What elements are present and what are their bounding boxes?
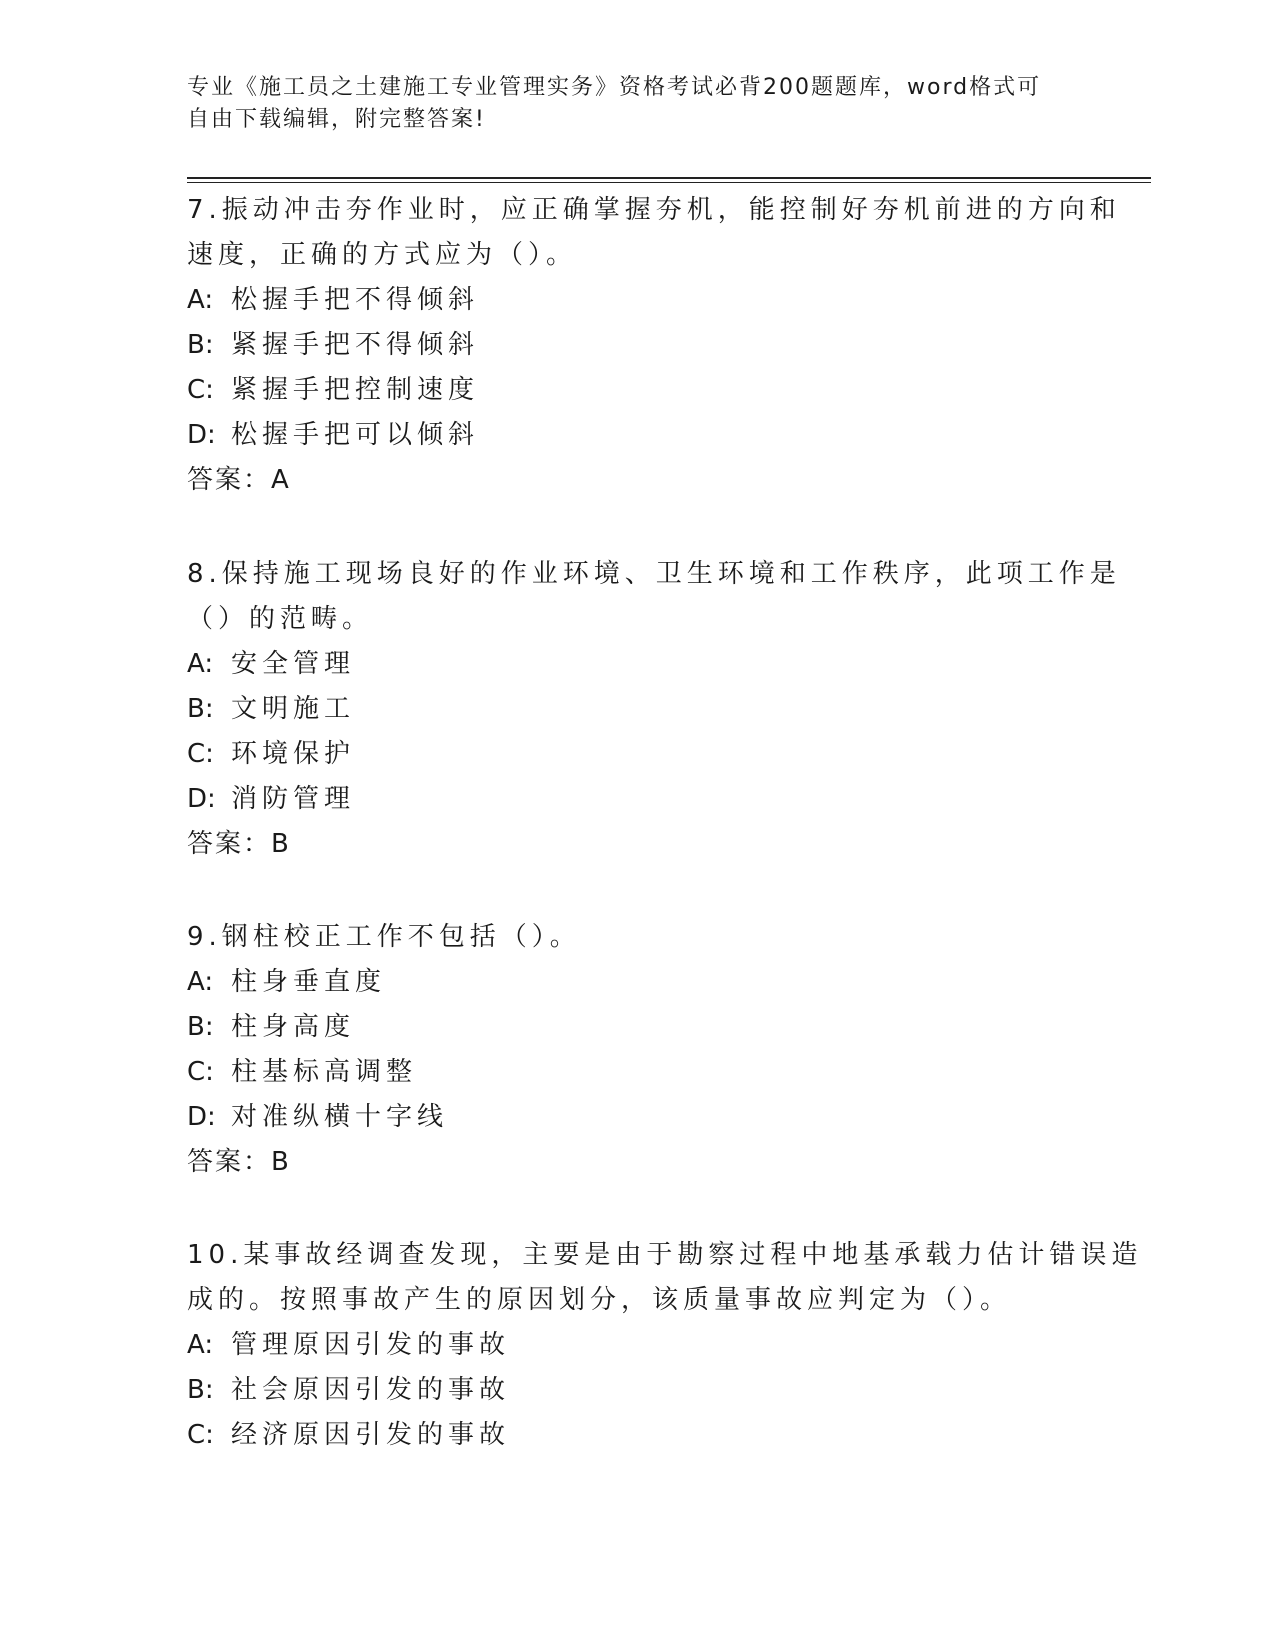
- option-b: [187, 323, 1087, 368]
- option-text: 柱身高度: [231, 1012, 356, 1042]
- option-key: C:: [187, 1420, 214, 1450]
- option-key: D:: [187, 784, 216, 814]
- option-c: [187, 368, 1087, 413]
- option-key: B:: [187, 1375, 214, 1405]
- option-b: [187, 1368, 1087, 1413]
- stem-line: 7.振动冲击夯作业时，应正确掌握夯机，能控制好夯机前进的方向和: [187, 195, 1121, 225]
- option-text: 安全管理: [231, 649, 356, 679]
- option-c: [187, 1050, 1087, 1095]
- option-key: C:: [187, 1057, 214, 1087]
- option-text: 柱身垂直度: [231, 967, 387, 997]
- option-b: [187, 687, 1087, 732]
- option-text: 环境保护: [231, 739, 356, 769]
- option-text: 社会原因引发的事故: [231, 1375, 511, 1405]
- option-text: 对准纵横十字线: [231, 1102, 449, 1132]
- question-stem: [187, 552, 1121, 642]
- option-text: 紧握手把控制速度: [231, 375, 480, 405]
- option-d: [187, 1095, 1087, 1140]
- option-text: 松握手把可以倾斜: [231, 420, 480, 450]
- option-key: C:: [187, 375, 214, 405]
- option-key: A:: [187, 1330, 214, 1360]
- option-d: [187, 777, 1087, 822]
- stem-line: 9.钢柱校正工作不包括（）。: [187, 922, 581, 952]
- stem-line: 成的。按照事故产生的原因划分，该质量事故应判定为（）。: [187, 1285, 1012, 1315]
- option-text: 松握手把不得倾斜: [231, 285, 480, 315]
- header-divider-thick: [187, 177, 1151, 179]
- option-text: 管理原因引发的事故: [231, 1330, 511, 1360]
- option-a: [187, 278, 1087, 323]
- option-b: [187, 1005, 1087, 1050]
- question-stem: [187, 188, 1121, 278]
- answer-line: 答案：A: [187, 465, 291, 495]
- question-9: [187, 915, 1087, 1185]
- question-10: [187, 1233, 1143, 1458]
- option-c: [187, 732, 1087, 777]
- option-key: A:: [187, 967, 214, 997]
- question-stem: [187, 915, 1087, 960]
- option-c: [187, 1413, 1087, 1458]
- stem-line: 8.保持施工现场良好的作业环境、卫生环境和工作秩序，此项工作是: [187, 559, 1121, 589]
- stem-line: 速度，正确的方式应为（）。: [187, 240, 578, 270]
- header-line-1: 专业《施工员之土建施工专业管理实务》资格考试必背200题题库，word格式可: [187, 75, 1042, 100]
- option-key: D:: [187, 1102, 216, 1132]
- option-a: [187, 642, 1087, 687]
- stem-line: 10.某事故经调查发现，主要是由于勘察过程中地基承载力估计错误造: [187, 1240, 1143, 1270]
- option-key: B:: [187, 694, 214, 724]
- question-7: [187, 188, 1121, 503]
- option-text: 紧握手把不得倾斜: [231, 330, 480, 360]
- option-key: B:: [187, 330, 214, 360]
- option-key: B:: [187, 1012, 214, 1042]
- option-key: A:: [187, 285, 214, 315]
- option-text: 经济原因引发的事故: [231, 1420, 511, 1450]
- option-d: [187, 413, 1087, 458]
- question-8: [187, 552, 1121, 867]
- header-divider-thin: [187, 182, 1151, 183]
- answer-line: 答案：B: [187, 1147, 291, 1177]
- document-header: [187, 72, 1067, 136]
- answer-line: 答案：B: [187, 829, 291, 859]
- option-text: 文明施工: [231, 694, 356, 724]
- header-line-2: 自由下载编辑，附完整答案!: [187, 107, 486, 132]
- option-key: D:: [187, 420, 216, 450]
- stem-line: （）的范畴。: [187, 604, 374, 634]
- option-text: 消防管理: [231, 784, 356, 814]
- question-stem: [187, 1233, 1143, 1323]
- option-key: A:: [187, 649, 214, 679]
- option-a: [187, 1323, 1087, 1368]
- option-text: 柱基标高调整: [231, 1057, 418, 1087]
- option-a: [187, 960, 1087, 1005]
- option-key: C:: [187, 739, 214, 769]
